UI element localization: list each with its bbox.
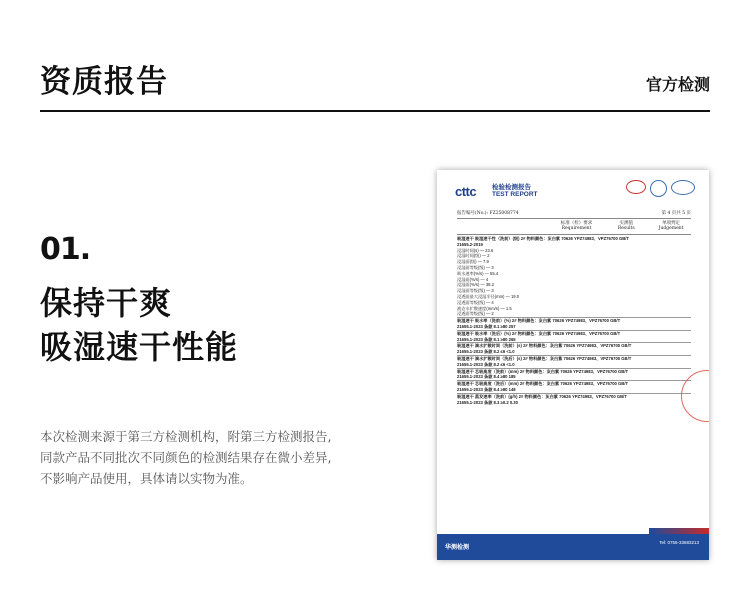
- header-divider: [40, 110, 710, 112]
- report-line: 吸湿速干 滴水扩散时间（洗前）(s) 2# 物料颜色：灰白紫 70626 YPZ74983、VPZ76700 GB/T: [457, 342, 691, 349]
- official-test-tag: 官方检测: [645, 75, 710, 94]
- col-header: Requirement: [561, 226, 592, 231]
- report-line: 浸透面等级(级) — 2: [457, 311, 494, 317]
- report-line: 浸湿面(%/s) — 38.2: [457, 282, 494, 288]
- col-header: Judgement: [658, 226, 684, 231]
- report-line: 吸水速率(%/s) — 55.4: [457, 270, 499, 276]
- report-line: 浸湿时间(s) — 23.6: [457, 247, 494, 253]
- certification-badges: [626, 180, 695, 197]
- col-header: 标准（检）要求: [560, 221, 593, 226]
- report-line: 21655.1-2023 条款 8.1 ≥80 257: [457, 323, 516, 329]
- report-line: 液态水扩散速度(mm/s) — 1.5: [457, 305, 512, 311]
- report-title-cn: 检验检测报告: [492, 184, 531, 191]
- test-report-image: [437, 170, 709, 560]
- report-line: 浸透面最大浸湿半径(mm) — 19.0: [457, 293, 520, 299]
- feature-title-line2: 吸湿速干性能: [40, 328, 239, 366]
- col-header: 实测值: [619, 221, 634, 226]
- report-line: 吸湿速干 吸水率（洗后）(%) 2# 物料颜色：灰白紫 70626 YPZ74983、VPZ76700 GB/T: [457, 330, 691, 337]
- section-number: 01.: [40, 232, 91, 267]
- report-logo-sub: [492, 184, 538, 198]
- report-line: 21655.1-2023 条款 8.2 ≤6 <1.0: [457, 349, 515, 355]
- report-line: 浸湿面(%/s) — 4: [457, 276, 489, 282]
- report-line: 21655.1-2023 条款 8.3 ≥0.2 0.30: [457, 399, 518, 405]
- report-table-header: [457, 220, 691, 235]
- cnas-badge-icon: [671, 180, 695, 195]
- report-title-en: TEST REPORT: [492, 191, 538, 198]
- report-line: 吸湿速干 吸湿速干性（洗前）(级) 2# 物料颜色：灰白紫 70626 YPZ74983、VPZ76700 GB/T: [457, 236, 629, 241]
- page-title: 资质报告: [40, 64, 168, 100]
- report-footer: [437, 534, 709, 560]
- report-line: 吸湿速干 滴水扩散时间（洗后）(s) 2# 物料颜色：灰白紫 70626 YPZ74983、VPZ76700 GB/T: [457, 355, 691, 362]
- report-line: 21655.1-2023 条款 8.4 ≥80 185: [457, 374, 516, 380]
- report-line: 浸湿时间(级) — 2: [457, 253, 490, 259]
- footer-company: 华测检测: [445, 545, 470, 551]
- report-page: 第 4 页共 5 页: [661, 211, 691, 216]
- col-header: Results: [617, 226, 635, 231]
- report-line: 21655.1-2023 条款 8.1 ≥80 265: [457, 336, 516, 342]
- report-line: 吸湿速干 蒸发速率（洗前）(g/h) 2# 物料颜色：灰白紫 70626 YPZ74983、VPZ76700 GB/T: [457, 393, 691, 400]
- report-meta: [457, 210, 691, 219]
- report-line: 21655.1-2023 条款 8.4 ≥80 148: [457, 386, 516, 392]
- footer-contact: Tel: 0755-33683213: [659, 540, 699, 545]
- feature-title-line1: 保持干爽: [40, 284, 173, 322]
- description-line: 同款产品不同批次不同颜色的检测结果存在微小差异,: [40, 450, 332, 465]
- report-line: 吸湿速干 吸水率（洗前）(%) 2# 物料颜色：灰白紫 70626 YPZ74983、VPZ76700 GB/T: [457, 317, 691, 324]
- cma-badge-icon: [626, 180, 646, 194]
- report-line: 浸湿面(级) — 7.9: [457, 259, 489, 265]
- report-line: 浸湿面等级(级) — 3: [457, 288, 494, 294]
- report-logo: cttc: [455, 184, 477, 199]
- report-line: 吸湿速干 芯吸高度（洗前）(mm) 2# 物料颜色：灰白紫 70626 YPZ74983、VPZ76700 GB/T: [457, 368, 691, 375]
- report-line: 浸透面等级(级) — 4: [457, 299, 494, 305]
- report-line: 21655.1-2023 条款 8.2 ≤6 <1.0: [457, 361, 515, 367]
- report-line: 21655.2-2019: [457, 241, 483, 247]
- report-body: [457, 236, 691, 405]
- description-line: 不影响产品使用，具体请以实物为准。: [40, 471, 253, 486]
- report-line: 吸湿速干 芯吸高度（洗后）(mm) 2# 物料颜色：灰白紫 70626 YPZ74983、VPZ76700 GB/T: [457, 380, 691, 387]
- description-line: 本次检测来源于第三方检测机构，附第三方检测报告,: [40, 429, 332, 444]
- description: [40, 426, 370, 489]
- report-number: 报告编号(No.): FZ25008774: [457, 211, 519, 216]
- ilac-badge-icon: [650, 180, 667, 197]
- report-line: 浸湿面等级(级) — 3: [457, 264, 494, 270]
- col-header: 单项判定: [662, 221, 681, 226]
